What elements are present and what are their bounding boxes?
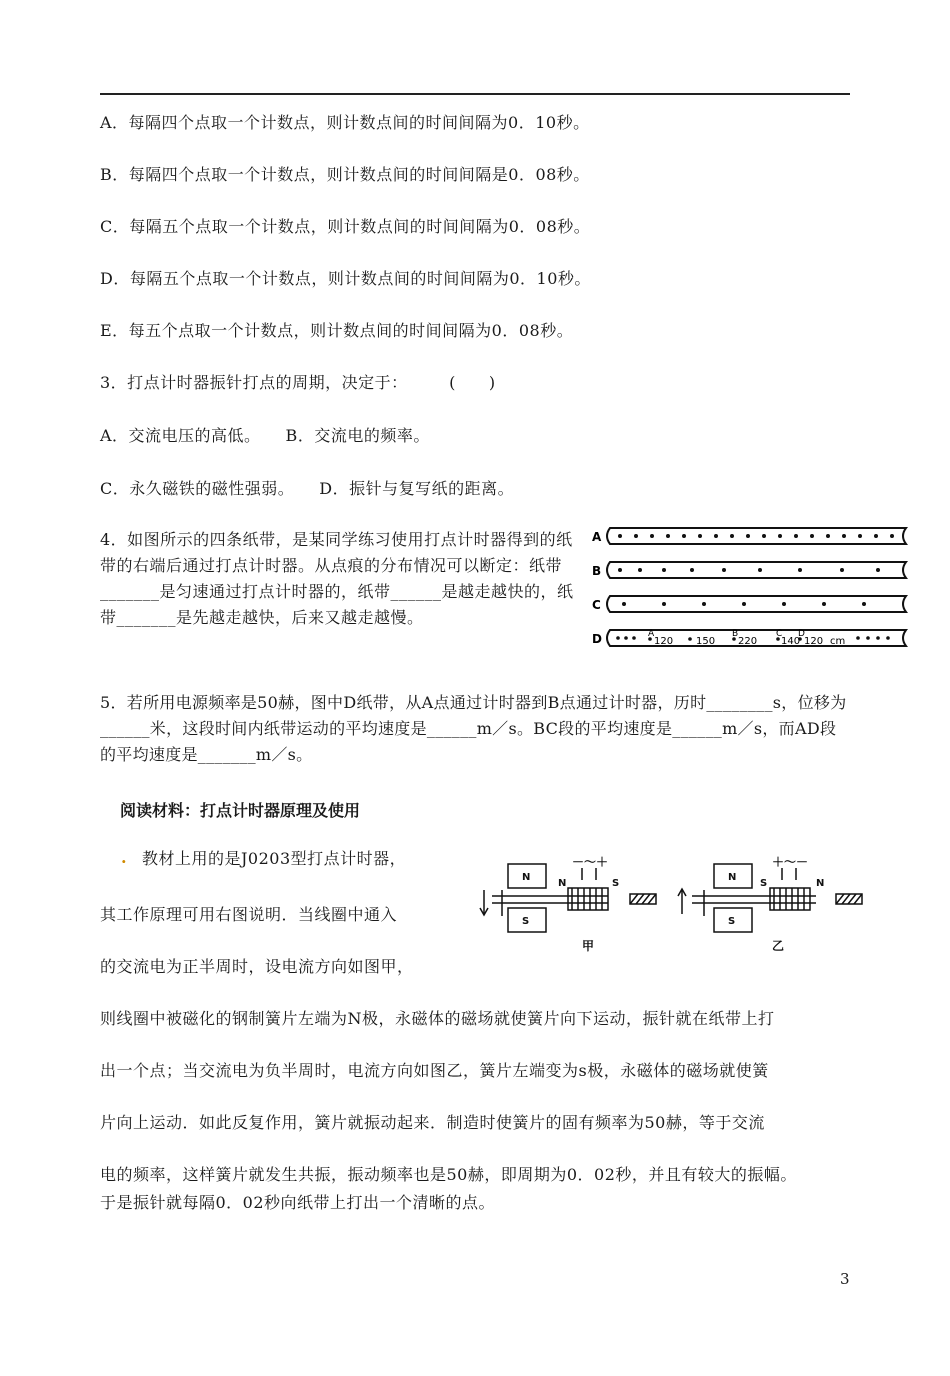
fig-left-coil-s: S [612,878,620,889]
fig-right-polarity: ＋～－ [772,855,809,869]
tape-label-b: B [592,564,602,578]
tape-d-value-3: 220 [738,636,758,647]
tape-d-point-d: D [798,629,805,639]
tape-label-d: D [592,632,602,646]
fig-left-coil-n: N [558,878,567,889]
tape-d-value-4: 140 [781,636,801,647]
timer-principle-figure [478,850,868,960]
tape-d-value-5: 120 [804,636,824,647]
fig-left-top-magnet-label: N [522,872,531,883]
question-3-options-row1: A．交流电压的高低。 B．交流电的频率。 [100,426,430,445]
option-e: E．每五个点取一个计数点，则计数点间的时间间隔为0．08秒。 [100,321,574,340]
fig-left-polarity: －～＋ [572,855,609,869]
tape-d-value-1: 120 [654,636,674,647]
reading-line-7: 电的频率，这样簧片就发生共振，振动频率也是50赫，即周期为0．02秒，并且有较大的振幅。 [100,1165,797,1184]
fig-right-top-magnet-label: N [728,872,737,883]
tape-d-point-c: C [776,629,783,639]
reading-line-6: 片向上运动．如此反复作用，簧片就振动起来．制造时使簧片的固有频率为50赫，等于交流 [100,1113,765,1132]
option-d: D．每隔五个点取一个计数点，则计数点间的时间间隔为0．10秒。 [100,269,591,288]
tape-d-unit: cm [830,636,846,647]
question-5-text: 5．若所用电源频率是50赫，图中D纸带，从A点通过计时器到B点通过计时器，历时________s，位移为______米，这段时间内纸带运动的平均速度是______m／s。BC段的平均速度是______m／s，而AD段的平均速度是_______m／s。 [100,693,847,764]
reading-line-3: 的交流电为正半周时，设电流方向如图甲， [100,957,414,976]
option-b: B．每隔四个点取一个计数点，则计数点间的时间间隔是0．08秒。 [100,165,590,184]
fig-right-coil-n: N [816,878,825,889]
question-3-options-row2: C．永久磁铁的磁性强弱。 D．振针与复写纸的距离。 [100,479,515,498]
reading-line-4: 则线圈中被磁化的钢制簧片左端为N极，永磁体的磁场就使簧片向下运动，振针就在纸带上打 [100,1009,775,1028]
reading-line-2: 其工作原理可用右图说明．当线圈中通入 [100,905,398,924]
page-number: 3 [840,1270,850,1288]
tape-d-point-a: A [648,629,655,639]
reading-heading: 阅读材料：打点计时器原理及使用 [120,801,361,820]
fig-left-caption: 甲 [582,939,595,953]
fig-right-bottom-magnet-label: S [728,916,736,927]
option-c: C．每隔五个点取一个计数点，则计数点间的时间间隔为0．08秒。 [100,217,591,236]
paper-tapes-figure [588,522,913,657]
fig-left-bottom-magnet-label: S [522,916,530,927]
tape-label-c: C [592,598,601,612]
reading-line-8: 于是振针就每隔0．02秒向纸带上打出一个清晰的点。 [100,1193,496,1212]
header-rule [100,93,850,95]
reading-line-1: 教材上用的是J0203型打点计时器， [142,849,407,868]
question-3-stem: 3．打点计时器振针打点的周期，决定于： ( ) [100,373,496,392]
question-4-text: 4．如图所示的四条纸带，是某同学练习使用打点计时器得到的纸带的右端后通过打点计时器。从点痕的分布情况可以断定：纸带_______是匀速通过打点计时器的，纸带______是越走越快的，纸带_______是先越走越快，后来又越走越慢。 [100,530,574,627]
reading-line-5: 出一个点；当交流电为负半周时，电流方向如图乙，簧片左端变为s极，永磁体的磁场就使簧 [100,1061,769,1080]
fig-right-coil-s: S [760,878,768,889]
option-a: A．每隔四个点取一个计数点，则计数点间的时间间隔为0．10秒。 [100,113,590,132]
fig-right-caption: 乙 [772,939,785,953]
tape-d-point-b: B [732,629,739,639]
tape-d-value-2: 150 [696,636,716,647]
bullet-dot: . [121,848,127,867]
tape-label-a: A [592,530,602,544]
